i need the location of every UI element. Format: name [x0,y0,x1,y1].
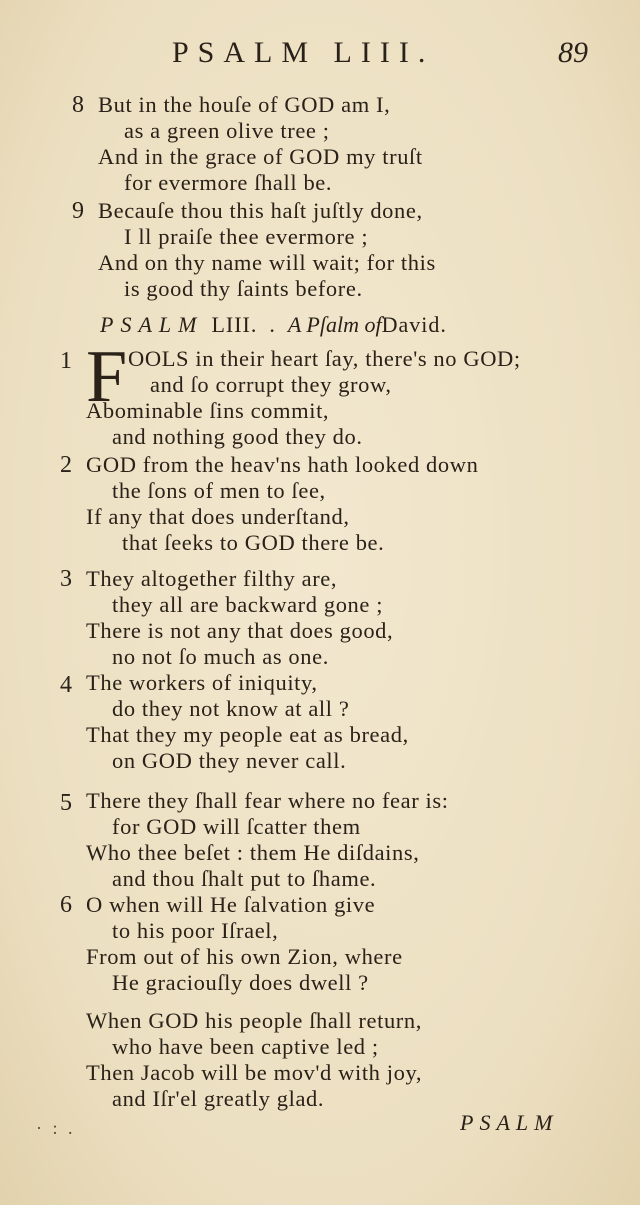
page-number: 89 [558,36,588,69]
running-header: PSALM LIII. [172,36,435,69]
verse-line: that ſeeks to GOD there be. [122,530,385,555]
verse-line: to his poor Iſrael, [112,918,279,943]
verse-line: The workers of iniquity, [86,670,318,695]
verse-line: as a green olive tree ; [124,118,330,143]
verse-line: They altogether filthy are, [86,566,338,591]
verse-number: 3 [60,566,72,592]
psalm-title-subtitle: A Pſalm of [287,312,382,337]
verse-line: From out of his own Zion, where [86,944,403,969]
verse-line: When GOD his people ſhall return, [86,1008,422,1033]
psalm-title-separator: . [269,312,276,337]
drop-cap: F [86,336,128,418]
verse-line: GOD from the heav'ns hath looked down [86,452,479,477]
verse-line: and ſo corrupt they grow, [150,372,392,397]
verse-line: the ſons of men to ſee, [112,478,326,503]
verse-number: 6 [60,892,72,918]
verse-number: 5 [60,790,72,816]
verse-line: And on thy name will wait; for this [98,250,436,275]
psalm-title-numeral: LIII. [211,312,258,337]
psalm-title [100,312,447,338]
verse-line: for evermore ſhall be. [124,170,333,195]
verse-line: There is not any that does good, [86,618,394,643]
verse-line: no not ſo much as one. [112,644,329,669]
verse-line: OOLS in their heart ſay, there's no GOD; [128,346,521,371]
verse-line: He graciouſly does dwell ? [112,970,369,995]
psalm-title-author: David. [381,312,447,337]
verse-line: do they not know at all ? [112,696,350,721]
verse-line: I ll praiſe thee evermore ; [124,224,369,249]
verse-line: is good thy ſaints before. [124,276,363,301]
verse-line: for GOD will ſcatter them [112,814,361,839]
verse-number: 2 [60,452,72,478]
verse-number: 1 [60,348,72,374]
verse-line: And in the grace of GOD my truſt [98,144,423,169]
catchword: PSALM [460,1110,559,1135]
verse-line: That they my people eat as bread, [86,722,409,747]
verse-line: and nothing good they do. [112,424,363,449]
verse-line: they all are backward gone ; [112,592,384,617]
verse-number: 8 [72,92,84,118]
verse-line: and thou ſhalt put to ſhame. [112,866,377,891]
verse-line: who have been captive led ; [112,1034,379,1059]
verse-line: O when will He ſalvation give [86,892,376,917]
verse-number: 4 [60,672,72,698]
verse-line: Then Jacob will be mov'd with joy, [86,1060,423,1085]
psalm-title-word: PSALM [100,312,204,337]
verse-line: If any that does underſtand, [86,504,350,529]
verse-number: 9 [72,198,84,224]
verse-line: Abominable ſins commit, [86,398,330,423]
print-specks: · : . [36,1118,76,1138]
verse-line: There they ſhall fear where no fear is: [86,788,449,813]
verse-line: Becauſe thou this haſt juſtly done, [98,198,423,223]
verse-line: and Iſr'el greatly glad. [112,1086,325,1111]
verse-line: Who thee beſet : them He diſdains, [86,840,420,865]
verse-line: But in the houſe of GOD am I, [98,92,391,117]
verse-line: on GOD they never call. [112,748,347,773]
